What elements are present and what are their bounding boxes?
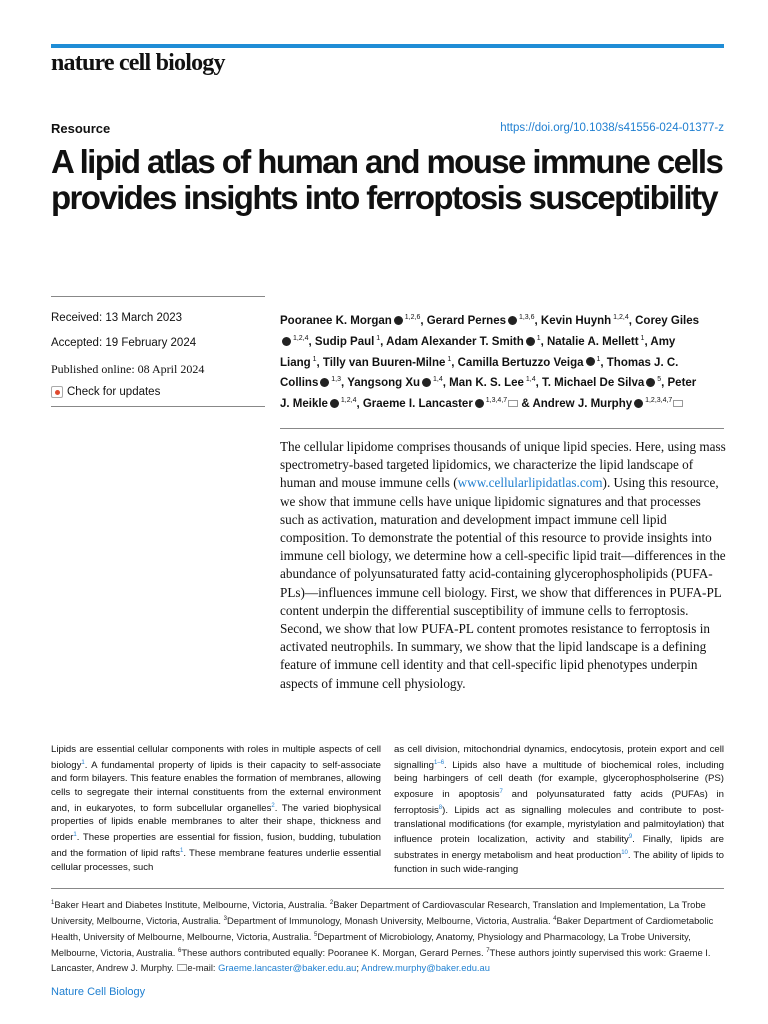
email-label: e-mail:: [187, 961, 219, 973]
journal-header-bar: [51, 44, 724, 48]
reference-citation[interactable]: 8: [438, 804, 443, 811]
author-affiliation: 1: [534, 334, 541, 342]
author-name[interactable]: Sudip Paul: [314, 335, 375, 348]
reference-citation[interactable]: 1: [81, 759, 85, 766]
author-name[interactable]: Man K. S. Lee: [449, 377, 524, 390]
email-icon: [177, 964, 187, 971]
author-affiliation: 1: [310, 355, 317, 363]
reference-citation[interactable]: 10: [621, 849, 628, 856]
author-affiliation: 1,4: [523, 376, 536, 384]
author-name[interactable]: Kevin Huynh: [540, 314, 612, 327]
meta-divider-bottom: [51, 406, 265, 407]
orcid-icon[interactable]: [475, 399, 484, 408]
reference-citation[interactable]: 9: [628, 834, 633, 841]
author-name[interactable]: Natalie A. Mellett: [546, 335, 639, 348]
author-name[interactable]: Pooranee K. Morgan: [280, 314, 392, 327]
affiliation-number: 2: [329, 900, 334, 906]
author-name[interactable]: Adam Alexander T. Smith: [386, 335, 524, 348]
author-affiliation: 1,4: [431, 376, 443, 384]
orcid-icon[interactable]: [526, 337, 535, 346]
email-icon[interactable]: [508, 400, 518, 407]
author-list: Pooranee K. Morgan $^{1,2,6}$, Gerard Pernes $^{1,3,6}$, Kevin Huynh $^{1,2,4}$, Corey Giles $^{1,2,4}$, Sudip Paul $^1$, Adam Alexander T. Smith $^1$, Natalie A. Mellett $^1$, Amy Liang $^1$, Tilly van Buuren-Milne $^1$, Camilla Bertuzzo Veiga $^1$, Thomas J. C. Collins $^{1,3}$, Yangsong Xu $^{1,4}$, Man K. S. Lee $^{1,4}$, T. Michael De Silva $^5$, Peter J. Meikle $^{1,2,4}$, Graeme I. Lancaster $^{1,3,4,7}$ & Andrew J. Murphy $^{1,2,3,4,7}$: [280, 314, 700, 411]
abstract-text-end: ). Using this resource, we show that immune cells have unique lipidomic signatures and that processes such as activation, maturation and development impact immune cell lipid composition. To demonstrate the potential of this resource to provide insights into immune cell biology, we determine how a cell-specific lipid trait—differences in the abundance of polyunsaturated fatty acid-containing glycerophospholipids (PUFA-PLs)—influences immune cell biology. First, we show that differences in PUFA-PL content underpin the differential susceptibility of immune cells to ferroptosis. Second, we show that low PUFA-PL content promotes resistance to ferroptosis in activated neutrophils. In summary, we show that the lipid landscape is a defining feature of immune cell identity and that cell-specific lipid phenotypes underpin aspects of immune cell physiology.: [280, 475, 726, 691]
author-name[interactable]: Gerard Pernes: [426, 314, 506, 327]
author-email-link[interactable]: Graeme.lancaster@baker.edu.au: [218, 961, 357, 973]
orcid-icon[interactable]: [330, 399, 339, 408]
orcid-icon[interactable]: [282, 337, 291, 346]
article-type-label: Resource: [51, 121, 111, 136]
article-title: A lipid atlas of human and mouse immune cells provides insights into ferroptosis susceptibility: [51, 143, 723, 216]
check-updates-icon: [51, 386, 63, 398]
author-name[interactable]: T. Michael De Silva: [542, 377, 645, 390]
doi-link[interactable]: https://doi.org/10.1038/s41556-024-01377-z: [500, 122, 724, 134]
author-affiliation: 1,2,4: [338, 397, 357, 405]
orcid-icon[interactable]: [320, 378, 329, 387]
received-date: Received: 13 March 2023: [51, 312, 183, 324]
reference-citation[interactable]: 1–6: [434, 759, 445, 766]
author-name[interactable]: Amy Liang: [280, 335, 676, 369]
affiliation-number: 6: [177, 948, 182, 955]
meta-divider: [51, 296, 265, 297]
affiliation-number: 1: [51, 900, 55, 906]
author-name[interactable]: Andrew J. Murphy: [532, 398, 633, 411]
footer-journal-name: Nature Cell Biology: [51, 986, 146, 998]
author-affiliation: 1: [374, 334, 381, 342]
author-affiliation: 1: [594, 355, 601, 363]
author-affiliation: 1: [445, 355, 452, 363]
author-affiliation: 1: [638, 334, 645, 342]
author-affiliation: 1,3: [329, 376, 342, 384]
orcid-icon[interactable]: [394, 316, 403, 325]
author-name[interactable]: Thomas J. C. Collins: [280, 356, 679, 390]
affiliations-footnote: $^1$Baker Heart and Diabetes Institute, Melbourne, Victoria, Australia. $^2$Baker Department of Cardiovascular Research, Translation and Implementation, La Trobe University, Melbourne, Victoria, Australia. $^3$Department of Immunology, Monash University, Melbourne, Victoria, Australia. $^4$Baker Department of Cardiometabolic Health, University of Melbourne, Melbourne, Victoria, Australia. $^5$Department of Microbiology, Anatomy, Physiology and Pharmacology, La Trobe University, Melbourne, Victoria, Australia. $^6$These authors contributed equally: Pooranee K. Morgan, Gerard Pernes. $^7$These authors jointly supervised this work: Graeme I. Lancaster, Andrew J. Murphy. e-mail: Graeme.lancaster@baker.edu.au; Andrew.murphy@baker.edu.au: [51, 899, 714, 973]
affiliation-number: 3: [223, 916, 227, 923]
author-affiliation: 1,3,4,7: [483, 397, 508, 405]
email-icon[interactable]: [673, 400, 683, 407]
author-affiliation: 1,2,4: [611, 314, 629, 321]
author-affiliation: 5: [655, 376, 662, 384]
affiliation-number: 7: [486, 948, 490, 955]
author-name[interactable]: Tilly van Buuren-Milne: [322, 356, 446, 369]
author-name[interactable]: Graeme I. Lancaster: [362, 398, 473, 411]
author-affiliation: 1,2,4: [291, 334, 309, 342]
body-column-right: as cell division, mitochondrial dynamics, endocytosis, protein export and cell signalling$^{1-6}$. Lipids also have a multitude of biochemical roles, including being harbingers of cell death (for example, glycerophospholserine (PS) exposure in apoptosis$^7$ and polyunsaturated fatty acids (PUFAs) in ferroptosis$^8$). Lipids act as signalling molecules and contribute to post-translational modifications (for example, myristylation and palmitoylation) that influence protein localization, activity and stability$^9$. Finally, lipids are substrates in energy metabolism and heat production$^{10}$. The ability of lipids to function in such wide-ranging: [394, 744, 724, 875]
check-for-updates-button[interactable]: [51, 386, 160, 398]
author-affiliation: 1,3,6: [517, 314, 535, 321]
reference-citation[interactable]: 1: [180, 847, 184, 854]
body-column-left: Lipids are essential cellular components with roles in multiple aspects of cell biology$^1$. A fundamental property of lipids is their capacity to self-associate and form bilayers. This feature enables the formation of membranes, allowing cells to segregate their internal constituents from the external environment and, in eukaryotes, to form subcellular organelles$^2$. The varied biophysical properties of lipids enable membranes to alter their shape, thickness and order$^1$. These properties are essential for fission, fusion, budding, tubulation and the formation of lipid rafts$^1$. These membrane features underlie essential cellular processes, such: [51, 744, 381, 873]
reference-citation[interactable]: 2: [271, 802, 275, 809]
reference-citation[interactable]: 1: [73, 831, 77, 838]
author-name[interactable]: Corey Giles: [635, 314, 700, 327]
atlas-website-link[interactable]: www.cellularlipidatlas.com: [457, 475, 603, 491]
abstract-divider: [280, 428, 724, 429]
abstract: [280, 438, 726, 693]
reference-citation[interactable]: 7: [499, 788, 503, 795]
affiliation-number: 4: [553, 916, 557, 923]
footnote-divider: [51, 888, 724, 889]
accepted-date: Accepted: 19 February 2024: [51, 337, 197, 349]
orcid-icon[interactable]: [634, 399, 643, 408]
author-name[interactable]: Camilla Bertuzzo Veiga: [457, 356, 584, 369]
author-affiliation: 1,2,6: [402, 314, 421, 321]
orcid-icon[interactable]: [422, 378, 431, 387]
author-name[interactable]: Yangsong Xu: [347, 377, 421, 390]
orcid-icon[interactable]: [508, 316, 517, 325]
abstract-text-start: The cellular lipidome comprises thousands of unique lipid species. Here, using mass spectrometry-based targeted lipidomics, we characterize the lipid landscape of human and mouse immune cells (: [280, 439, 726, 491]
check-updates-label: Check for updates: [67, 386, 161, 398]
published-date: Published online: 08 April 2024: [51, 362, 205, 376]
author-affiliation: 1,2,3,4,7: [643, 397, 673, 405]
author-email-link[interactable]: Andrew.murphy@baker.edu.au: [361, 961, 490, 973]
orcid-icon[interactable]: [586, 357, 595, 366]
author-name[interactable]: Peter J. Meikle: [280, 377, 697, 411]
orcid-icon[interactable]: [646, 378, 655, 387]
journal-name: nature cell biology: [51, 50, 225, 76]
affiliation-number: 5: [313, 932, 318, 939]
